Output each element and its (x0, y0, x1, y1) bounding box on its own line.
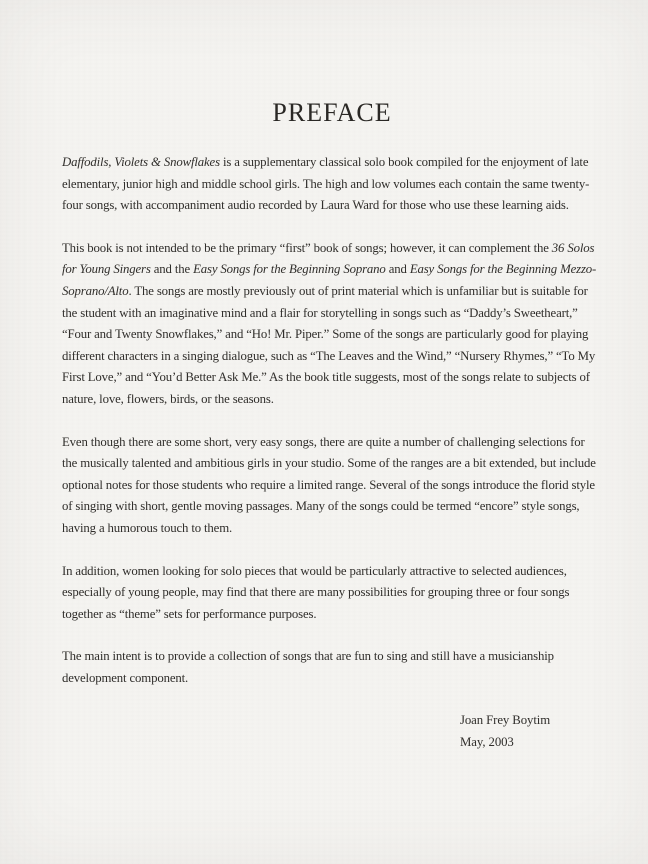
signature-date: May, 2003 (460, 735, 514, 750)
paragraph (62, 238, 602, 411)
paragraph-text: and (385, 262, 410, 277)
paragraph (62, 432, 602, 540)
signature-block (460, 710, 602, 753)
signature-name: Joan Frey Boytim (460, 713, 551, 728)
book-title-italic: Easy Songs for the Beginning Mezzo-Soprano/Alto (62, 262, 597, 298)
preface-body (62, 152, 602, 689)
paragraph (62, 561, 602, 626)
paragraph (62, 646, 602, 689)
paragraph-text: is a supplementary classical solo book compiled for the enjoyment of late elementary, junior high and middle school girls. The high and low volumes each contain the same twenty-four songs, with accompaniment audio recorded by Laura Ward for those who use these learning aids. (62, 155, 590, 213)
page-title: PREFACE (272, 98, 392, 127)
paragraph-text: . The songs are mostly previously out of print material which is unfamiliar but is suitable for the student with an imaginative mind and a flair for storytelling in songs such as “Daddy’s Sweetheart,” “Four and Twenty Snowflakes,” and “Ho! Mr. Piper.” Some of the songs are particularly good for playing different characters in a singing dialogue, such as “The Leaves and the Wind,” “Nursery Rhymes,” “To My First Love,” and “You’d Better Ask Me.” As the book title suggests, most of the songs relate to subjects of nature, love, flowers, birds, or the seasons. (62, 283, 596, 406)
paragraph-text: In addition, women looking for solo pieces that would be particularly attractive to selected audiences, especially of young people, may find that there are many possibilities for grouping three or four songs together as “theme” sets for performance purposes. (62, 563, 570, 621)
paragraph-text: The main intent is to provide a collection of songs that are fun to sing and still have a musicianship development component. (62, 649, 554, 685)
book-title-italic: Easy Songs for the Beginning Soprano (193, 262, 386, 277)
book-title-italic: Daffodils, Violets & Snowflakes (62, 155, 220, 169)
paragraph-text: This book is not intended to be the primary “first” book of songs; however, it can complement the (62, 240, 552, 255)
paragraph-text: Even though there are some short, very easy songs, there are quite a number of challenging selections for the musically talented and ambitious girls in your studio. Some of the ranges are a bit extended, but include optional notes for those students who require a limited range. Several of the songs introduce the florid style of singing with short, gentle moving passages. Many of the songs could be termed “encore” style songs, having a humorous touch to them. (62, 434, 596, 535)
paragraph-text: and the (150, 262, 194, 277)
book-title-italic: 36 Solos for Young Singers (62, 240, 595, 277)
paragraph (62, 152, 602, 217)
